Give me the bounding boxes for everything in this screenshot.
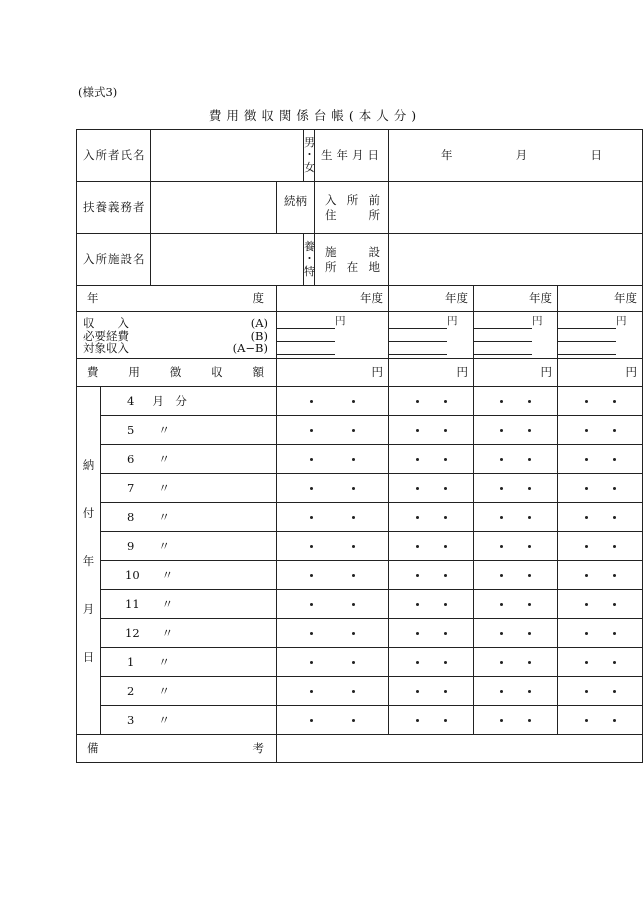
payment-date-cell[interactable] (277, 387, 389, 416)
sex-selector[interactable]: 男 ・ 女 (304, 130, 315, 182)
payment-date-label: 納 付 年 月 日 (77, 387, 101, 735)
fiscal-year-cell[interactable]: 年度 (558, 286, 643, 312)
fee-amount-cell[interactable]: 円 (277, 359, 389, 387)
facility-name-field[interactable] (151, 234, 304, 286)
month-label: 1 〃 (101, 648, 277, 677)
fee-amount-cell[interactable]: 円 (558, 359, 643, 387)
payment-date-cell[interactable] (389, 619, 474, 648)
birthdate-label: 生年月日 (315, 130, 389, 182)
month-label: 6 〃 (101, 445, 277, 474)
resident-name-label: 入所者氏名 (77, 130, 151, 182)
payment-date-cell[interactable] (474, 590, 558, 619)
payment-date-cell[interactable] (389, 387, 474, 416)
facility-address-label: 施 設 所 在 地 (315, 234, 389, 286)
month-label: 2 〃 (101, 677, 277, 706)
resident-name-field[interactable] (151, 130, 304, 182)
prev-address-field[interactable] (389, 182, 643, 234)
supporter-label: 扶養義務者 (77, 182, 151, 234)
payment-date-cell[interactable] (474, 706, 558, 735)
income-cell[interactable]: 円 (558, 312, 643, 359)
ledger-table (76, 129, 643, 763)
remarks-field[interactable] (277, 735, 643, 763)
payment-date-cell[interactable] (474, 474, 558, 503)
payment-date-cell[interactable] (277, 445, 389, 474)
fee-amount-cell[interactable]: 円 (389, 359, 474, 387)
payment-date-cell[interactable] (277, 416, 389, 445)
payment-date-cell[interactable] (474, 677, 558, 706)
fiscal-year-cell[interactable]: 年度 (389, 286, 474, 312)
payment-date-cell[interactable] (474, 445, 558, 474)
payment-date-cell[interactable] (389, 445, 474, 474)
payment-date-cell[interactable] (474, 619, 558, 648)
income-cell[interactable]: 円 (389, 312, 474, 359)
fiscal-year-cell[interactable]: 年度 (474, 286, 558, 312)
payment-date-cell[interactable] (558, 561, 643, 590)
payment-date-cell[interactable] (558, 590, 643, 619)
payment-date-cell[interactable] (277, 532, 389, 561)
payment-date-cell[interactable] (277, 474, 389, 503)
page-title: 費用徴収関係台帳(本人分) (208, 108, 422, 123)
payment-date-cell[interactable] (277, 590, 389, 619)
payment-date-cell[interactable] (389, 474, 474, 503)
fee-amount-label: 費 用 徴 収 額 (77, 359, 277, 387)
birthdate-field[interactable]: 年 月 日 (389, 130, 643, 182)
payment-date-cell[interactable] (389, 677, 474, 706)
payment-date-cell[interactable] (558, 677, 643, 706)
payment-date-cell[interactable] (558, 532, 643, 561)
payment-date-cell[interactable] (558, 387, 643, 416)
income-labels: 収 入 (A) 必要経費 (B) 対象収入 (A−B) (77, 312, 277, 359)
month-label: 10 〃 (101, 561, 277, 590)
payment-date-cell[interactable] (558, 474, 643, 503)
payment-date-cell[interactable] (474, 416, 558, 445)
relation-label: 続柄 (277, 182, 315, 234)
supporter-field[interactable] (151, 182, 277, 234)
month-label: 9 〃 (101, 532, 277, 561)
month-label: 7 〃 (101, 474, 277, 503)
payment-date-cell[interactable] (389, 648, 474, 677)
income-cell[interactable]: 円 (277, 312, 389, 359)
form-number: (様式3) (78, 85, 118, 99)
payment-date-cell[interactable] (558, 619, 643, 648)
month-label: 8 〃 (101, 503, 277, 532)
payment-date-cell[interactable] (389, 503, 474, 532)
payment-date-cell[interactable] (277, 561, 389, 590)
income-cell[interactable]: 円 (474, 312, 558, 359)
payment-date-cell[interactable] (474, 648, 558, 677)
fiscal-year-cell[interactable]: 年度 (277, 286, 389, 312)
payment-date-cell[interactable] (277, 503, 389, 532)
month-label: 11 〃 (101, 590, 277, 619)
payment-date-cell[interactable] (474, 503, 558, 532)
prev-address-label: 入 所 前 住 所 (315, 182, 389, 234)
fee-amount-cell[interactable]: 円 (474, 359, 558, 387)
payment-date-cell[interactable] (558, 416, 643, 445)
payment-date-cell[interactable] (389, 590, 474, 619)
payment-date-cell[interactable] (277, 706, 389, 735)
payment-date-cell[interactable] (277, 677, 389, 706)
payment-date-cell[interactable] (558, 648, 643, 677)
month-label: 5 〃 (101, 416, 277, 445)
facility-name-label: 入所施設名 (77, 234, 151, 286)
payment-date-cell[interactable] (389, 706, 474, 735)
payment-date-cell[interactable] (389, 416, 474, 445)
yo-toku-selector[interactable]: 養 ・ 特 (304, 234, 315, 286)
payment-date-cell[interactable] (277, 619, 389, 648)
payment-date-cell[interactable] (389, 561, 474, 590)
payment-date-cell[interactable] (558, 445, 643, 474)
month-label: 12 〃 (101, 619, 277, 648)
payment-date-cell[interactable] (558, 706, 643, 735)
payment-date-cell[interactable] (277, 648, 389, 677)
month-label: 3 〃 (101, 706, 277, 735)
remarks-label: 備 考 (77, 735, 277, 763)
payment-date-cell[interactable] (558, 503, 643, 532)
payment-date-cell[interactable] (389, 532, 474, 561)
payment-date-cell[interactable] (474, 387, 558, 416)
payment-date-cell[interactable] (474, 532, 558, 561)
payment-date-cell[interactable] (474, 561, 558, 590)
month-label: 4 月 分 (101, 387, 277, 416)
fiscal-year-label: 年 度 (77, 286, 277, 312)
facility-address-field[interactable] (389, 234, 643, 286)
